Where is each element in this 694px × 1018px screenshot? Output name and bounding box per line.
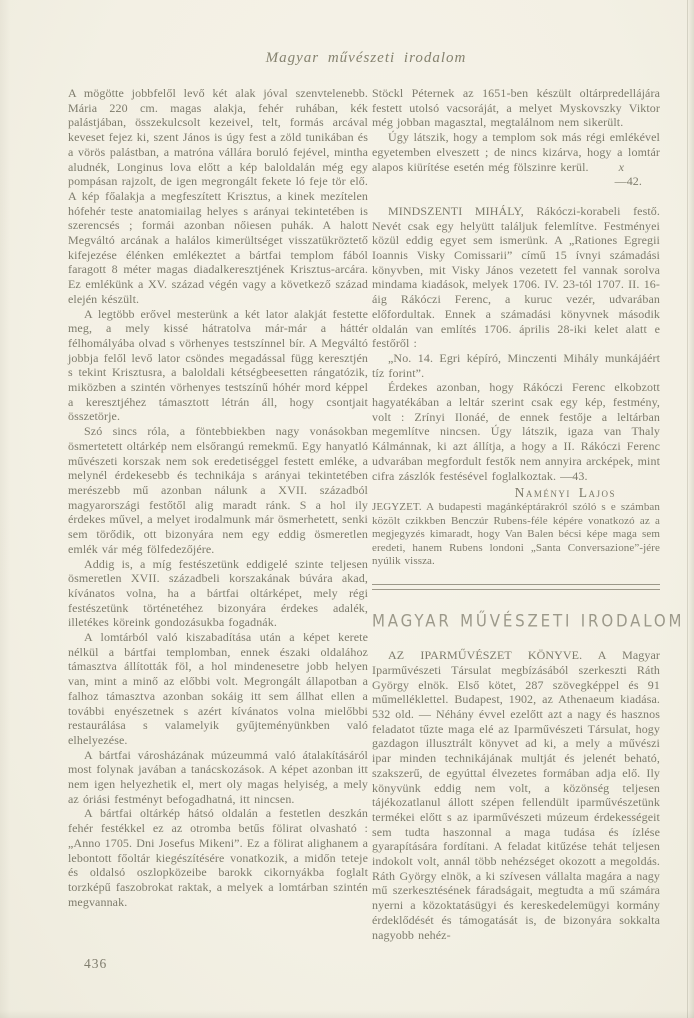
section-heading: MAGYAR MŰVÉSZETI IRODALOM bbox=[372, 609, 685, 631]
article-paragraph: A bártfai oltárkép hátsó oldalán a festetlen deszkán fehér festékkel ez az otromba betűs fölirat olvasható : „Anno 1705. Dni Josefus Mikeni”. Ez a fölirat alighanem a lebontott főoltár kiegészítésére vonatkozik, a midőn teteje és oldalsó oszlopközeibe barokk cikornyákba foglalt torzképű faszobrokat raktak, a melyek a lomtárban szintén megvannak. bbox=[68, 806, 368, 909]
article-paragraph: Addig is, a míg festészetünk eddigelé szinte teljesen ösmeretlen XVII. századbeli korszakának búvára akad, kívánatos volna, ha a bártfai oltárképet, mely régi festészetünk történetéhez bizonyára érdekes adalék, illetékes köreink gondozásukba fogadnák. bbox=[68, 556, 368, 630]
author-mark: x bbox=[618, 159, 624, 174]
left-column bbox=[68, 86, 368, 909]
paper-edge-bottom bbox=[0, 1010, 694, 1018]
page-number: 436 bbox=[84, 956, 108, 971]
article-paragraph: Úgy látszik, hogy a templom sok más régi emlékével egyetemben elveszett ; de nincs kizárva, hogy a lomtár alapos kiürítése esetén még fölszinre kerül. bbox=[372, 130, 660, 174]
review-paragraph: AZ IPARMŰVÉSZET KÖNYVE. A Magyar Iparművészeti Társulat megbízásából szerkeszti Ráth György elnök. Első kötet, 287 szövegképpel és 91 műmelléklettel. Budapest, 1902, az Athenaeum kiadása. 532 old. — Néhány évvel ezelőtt azt a nagy és hasznos feladatot tűzte maga elé az Iparművészeti Társulat, hogy gazdagon illusztrált könyvet ad ki, a mely a művészi ipar minden technikájának multját és jelenét beható, szakszerű, de egyúttal élvezetes formában adja elő. Ily könyvünk eddig nem volt, a közönség teljesen tájékozatlanul állott szépen fellendült iparművészetünk termékei előtt s az iparművészeti múzeum érdekességeit sem tudta haszonnal a maga tudása és ízlése gyarapítására fordítani. A feladat kitűzése tehát teljesen indokolt volt, annál több nehézséget okozott a megoldás. Ráth György elnök, a ki szívesen vállalta magára a nagy mű szerkesztésének fáradságait, megtudta a mű számára nyerni a közoktatásügyi és kereskedelemügyi kormány érdeklődését és támogatását is, de bizonyára sokkalta nagyobb nehéz- bbox=[372, 648, 660, 942]
article-paragraph: „No. 14. Egri képíró, Minczenti Mihály munkájáért tíz forint”. bbox=[372, 350, 660, 380]
article-paragraph: A lomtárból való kiszabadítása után a képet kerete nélkül a bártfai templomban, ennek északi oldalához támasztva állították föl, a hol mindenesetre jobb helyen van, mint a minő az előbbi volt. Megrongált állapotban a falhoz támasztva azonban sokáig itt sem állhat ellen a további enyészetnek s azért kívánatos volna mielőbbi restaurálása s valamelyik gyűjteményünkben való elhelyezése. bbox=[68, 630, 368, 747]
author-signature: Naményi Lajos bbox=[514, 485, 616, 501]
right-column bbox=[372, 86, 685, 942]
article-paragraph: A bártfai városházának múzeummá való átalakításáról most folynak javában a tanácskozások. A képet azonban itt nem igen helyezhetik el, mert oly magas helyiség, a mely az óriási festményt befogadhatná, itt nincsen. bbox=[68, 747, 368, 806]
article-number: —42. bbox=[614, 174, 642, 189]
article-paragraph: A mögötte jobbfelől levő két alak jóval szenvtelenebb. Mária 220 cm. magas alakja, fehér ruhában, kék palástjában, összekulcsolt kezeivel, telt, formás arcával keveset fejez ki, szent János is úgy fest a zöld tunikában és a vörös palástban, a matróna vállára boruló fejével, mintha aludnék, Longinus lova előtt a kép baloldalán még egy pompásan rajzolt, de igen megrongált fekete ló feje tör elő. A kép főalakja a megfeszített Krisztus, a kinek mezítelen hófehér teste anatomiailag helyes s arányai tekintetében is szerencsés ; formái azonban nőiesen puhák. A halott Megváltó arcának a halálos kimerültséget visszatükröztető kifejezése élénken emlékeztet a bártfai templom fából faragott 8 méter magas diadalkeresztjének Krisztus-arcára. Ez emlékünk a XV. század végén vagy a következő század elején készült. bbox=[68, 86, 368, 306]
note-paragraph: JEGYZET. A budapesti magánképtárakról szóló s e számban közölt czikkben Benczúr Rubens-féle képére vonatkozó az a megjegyzés kimaradt, hogy Van Balen bécsi képe maga sem eredeti, hanem Rubens londoni „Santa Conversazione”-jére nyúlik vissza. bbox=[372, 501, 660, 567]
double-rule-divider bbox=[372, 584, 660, 590]
paper-edge-left bbox=[0, 0, 10, 1018]
running-head: Magyar művészeti irodalom bbox=[265, 50, 467, 66]
article-paragraph: Stöckl Péternek az 1651-ben készült oltárpredellájára festett utolsó vacsoráját, a melyet Myskovszky Viktor még jobban magasztal, megtalálnom nem sikerült. bbox=[372, 86, 660, 130]
article-paragraph: MINDSZENTI MIHÁLY, Rákóczi-korabeli festő. Nevét csak egy helyütt találjuk felemlítve. Festményei közül eddig egyet sem ismerünk. A „Rationes Egregii Ioannis Visky Comissarii” című 15 ívnyi számadási könyvben, mit Visky János vezetett fel vannak sorolva mindama kiadások, melyek 1706. IV. 23-tól 1707. II. 16-áig Rákóczi Ferenc, a kuruc vezér, udvarában előfordultak. Ennek a számadási könyvnek második oldalán van említés 1706. április 28-iki kelet alatt e festőről : bbox=[372, 203, 660, 351]
article-paragraph: A legtöbb erővel mesterünk a két lator alakját festette meg, a mely kissé hátratolva már-már a háttér félhomályába olvad s vörhenyes testszínnel bír. A Megváltó jobbja felől levő lator csöndes megadással függ keresztjén s tekint Krisztusra, a baloldali kétségbeesetten rángatózik, miközben a szintén vörhenyes testszínű hóhér mord képpel a keresztjéhez támasztott létrán áll, hogy csontjait összetörje. bbox=[68, 306, 368, 424]
paper-edge-right bbox=[687, 0, 694, 1018]
article-paragraph: Szó sincs róla, a föntebbiekben nagy vonásokban ösmertetett oltárkép nem elsőrangú remekmű. Egy hanyatló művészeti korszak nem sok eredetiséggel festett emléke, a melynél érdekesebb és technikája s arányai tekintetében merészebb mű azonban nálunk a XVII. századból magyarországi festőtől alig maradt ránk. S a hol ily érdekes művel, a melyet irodalmunk már ösmerhetett, senki sem törődik, ott bizonyára nem egy eddig ösmeretlen emlék vár még fölfedezőjére. bbox=[68, 424, 368, 556]
article-paragraph: Érdekes azonban, hogy Rákóczi Ferenc elkobzott hagyatékában a leltár szerint csak egy kép, festmény, volt : Zrínyi Ilonáé, de ennek festője a leltárban megemlítve nincsen. Úgy látszik, igaza van Thaly Kálmánnak, ki azt állítja, a hogy a II. Rákóczi Ferenc udvarában megfordult festők nem annyira arcképek, mint cifra zászlók festésével foglalkoztak. —43. bbox=[372, 380, 660, 483]
